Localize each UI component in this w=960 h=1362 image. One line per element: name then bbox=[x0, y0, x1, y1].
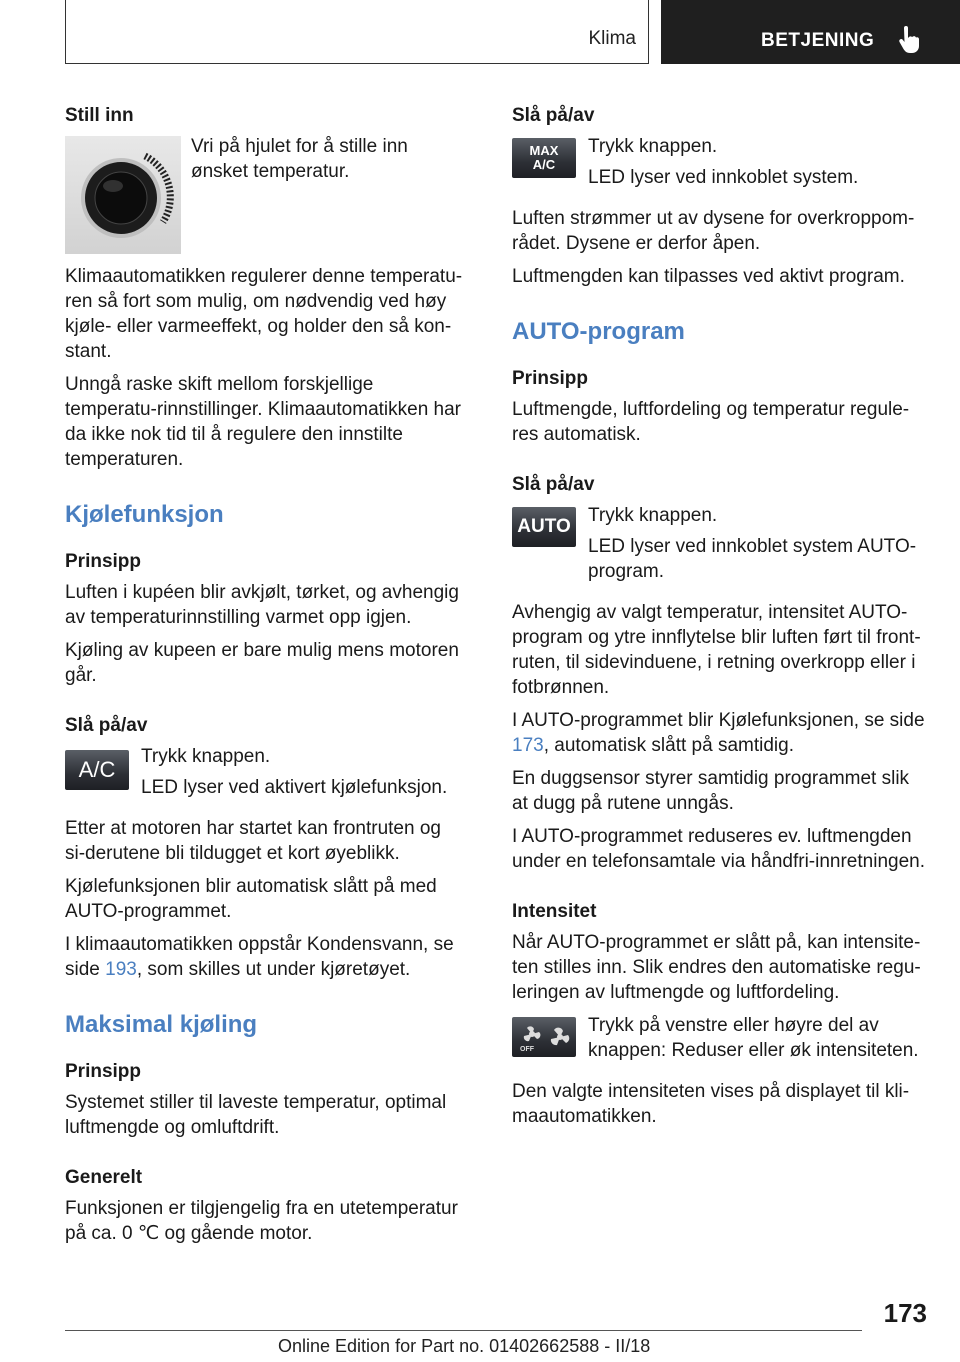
intensitet-p1: Når AUTO-programmet er slått på, kan intensite-ten stilles inn. Slik endres den automatiske regu-leringen av luftmengde og luftfordeling. bbox=[512, 932, 921, 1003]
kjole-p5-text-end: , som skilles ut under kjøretøyet. bbox=[136, 959, 411, 980]
still-inn-fig-text: Vri på hjulet for å stille inn ønsket temperatur. bbox=[191, 136, 408, 182]
header-section-box bbox=[65, 0, 649, 64]
heading-sla-pa-av-auto: Slå på/av bbox=[512, 474, 595, 495]
left-column bbox=[65, 104, 465, 1254]
auto-p1: Luftmengde, luftfordeling og temperatur regule-res automatisk. bbox=[512, 399, 910, 445]
heading-sla-pa-av-right: Slå på/av bbox=[512, 105, 595, 126]
figure-knob bbox=[65, 134, 465, 254]
knob-icon bbox=[65, 136, 181, 254]
heading-still-inn: Still inn bbox=[65, 105, 134, 126]
kjole-fig-p2: LED lyser ved aktivert kjølefunksjon. bbox=[141, 777, 448, 798]
kjole-p1: Luften i kupéen blir avkjølt, tørket, og avhengig av temperaturinnstilling varmet opp igjen. bbox=[65, 582, 459, 628]
intensitet-p2: Den valgte intensiteten vises på displayet til kli-maautomatikken. bbox=[512, 1081, 910, 1127]
figure-auto-button bbox=[512, 503, 927, 590]
heading-prinsipp-2: Prinsipp bbox=[65, 1061, 142, 1082]
heading-prinsipp-auto: Prinsipp bbox=[512, 368, 589, 389]
header-chapter-title: BETJENING bbox=[761, 30, 875, 51]
fan-icon bbox=[512, 1017, 576, 1057]
ac-button-image: A/C bbox=[65, 750, 129, 790]
footer-edition: Online Edition for Part no. 01402662588 - II/18 bbox=[278, 1336, 651, 1356]
max-ac-button-image bbox=[512, 138, 576, 178]
sla-fig-p1: Trykk knappen. bbox=[588, 136, 718, 157]
kjole-p4: Kjølefunksjonen blir automatisk slått på med AUTO-programmet. bbox=[65, 876, 437, 922]
section-title-auto-program: AUTO-program bbox=[512, 318, 685, 345]
pointing-hand-icon bbox=[897, 26, 919, 54]
sla-p1: Luften strømmer ut av dysene for overkroppom-rådet. Dysene er derfor åpen. bbox=[512, 208, 915, 254]
auto-p5: I AUTO-programmet reduseres ev. luftmengden under en telefonsamtale via håndfri-innretningen. bbox=[512, 826, 925, 872]
fan-off-label: OFF bbox=[520, 1046, 534, 1053]
auto-p3-text: I AUTO-programmet blir Kjølefunksjonen, se side bbox=[512, 710, 925, 731]
page-link-193[interactable]: 193 bbox=[105, 959, 137, 980]
figure-ac-button bbox=[65, 744, 465, 806]
max-ac-line1: MAX bbox=[529, 143, 559, 158]
header-section-title: Klima bbox=[588, 28, 636, 49]
header-chapter-box bbox=[661, 0, 960, 64]
auto-p2: Avhengig av valgt temperatur, intensitet AUTO-program og ytre innflytelse blir luften ført til front-ruten, til sidevinduene, i retning overkropp eller i fotbrønnen. bbox=[512, 602, 921, 698]
heading-prinsipp: Prinsipp bbox=[65, 551, 142, 572]
sla-p2: Luftmengden kan tilpasses ved aktivt program. bbox=[512, 266, 905, 287]
auto-p3-text-end: , automatisk slått på samtidig. bbox=[543, 735, 794, 756]
figure-intensity-button bbox=[512, 1013, 927, 1069]
kjole-p5 bbox=[65, 932, 465, 982]
right-column bbox=[512, 104, 927, 1137]
intensity-button-image bbox=[512, 1017, 576, 1057]
footer-divider bbox=[65, 1330, 862, 1331]
kjole-fig-p1: Trykk knappen. bbox=[141, 746, 271, 767]
sla-fig-p2: LED lyser ved innkoblet system. bbox=[588, 167, 859, 188]
heading-sla-pa-av: Slå på/av bbox=[65, 715, 148, 736]
page-number: 173 bbox=[883, 1298, 927, 1328]
section-title-kjolefunksjon: Kjølefunksjon bbox=[65, 501, 224, 528]
maks-p1: Systemet stiller til laveste temperatur, optimal luftmengde og omluftdrift. bbox=[65, 1092, 447, 1138]
kjole-p2: Kjøling av kupeen er bare mulig mens motoren går. bbox=[65, 640, 459, 686]
page-link-173[interactable]: 173 bbox=[512, 735, 544, 756]
still-inn-p1: Klimaautomatikken regulerer denne temperatu-ren så fort som mulig, om nødvendig ved høy kjøle- eller varmeeffekt, og holder den så kon-stant. bbox=[65, 266, 463, 362]
figure-max-ac-button bbox=[512, 134, 927, 196]
maks-p2: Funksjonen er tilgjengelig fra en utetemperatur på ca. 0 ℃ og gående motor. bbox=[65, 1198, 458, 1244]
temperature-knob-image bbox=[65, 136, 181, 254]
auto-fig-p1: Trykk knappen. bbox=[588, 505, 718, 526]
auto-p4: En duggsensor styrer samtidig programmet slik at dugg på rutene unngås. bbox=[512, 768, 910, 814]
max-ac-line2: A/C bbox=[532, 157, 556, 172]
kjole-p3: Etter at motoren har startet kan frontruten og si-derutene bli tildugget et kort øyeblikk. bbox=[65, 818, 441, 864]
auto-p3 bbox=[512, 708, 927, 758]
heading-intensitet: Intensitet bbox=[512, 901, 597, 922]
kjole-p5-text: I klimaautomatikken oppstår Kondensvann, se side bbox=[65, 934, 454, 980]
intensitet-fig-p1: Trykk på venstre eller høyre del av knappen: Reduser eller øk intensiteten. bbox=[588, 1015, 919, 1061]
auto-button-image: AUTO bbox=[512, 507, 576, 547]
section-title-maksimal-kjoling: Maksimal kjøling bbox=[65, 1011, 258, 1038]
heading-generelt: Generelt bbox=[65, 1167, 143, 1188]
still-inn-p2: Unngå raske skift mellom forskjellige temperatu-rinnstillinger. Klimaautomatikken har da ikke nok tid til å regulere den innstilte temperaturen. bbox=[65, 374, 462, 470]
auto-fig-p2: LED lyser ved innkoblet system AUTO-program. bbox=[588, 536, 917, 582]
